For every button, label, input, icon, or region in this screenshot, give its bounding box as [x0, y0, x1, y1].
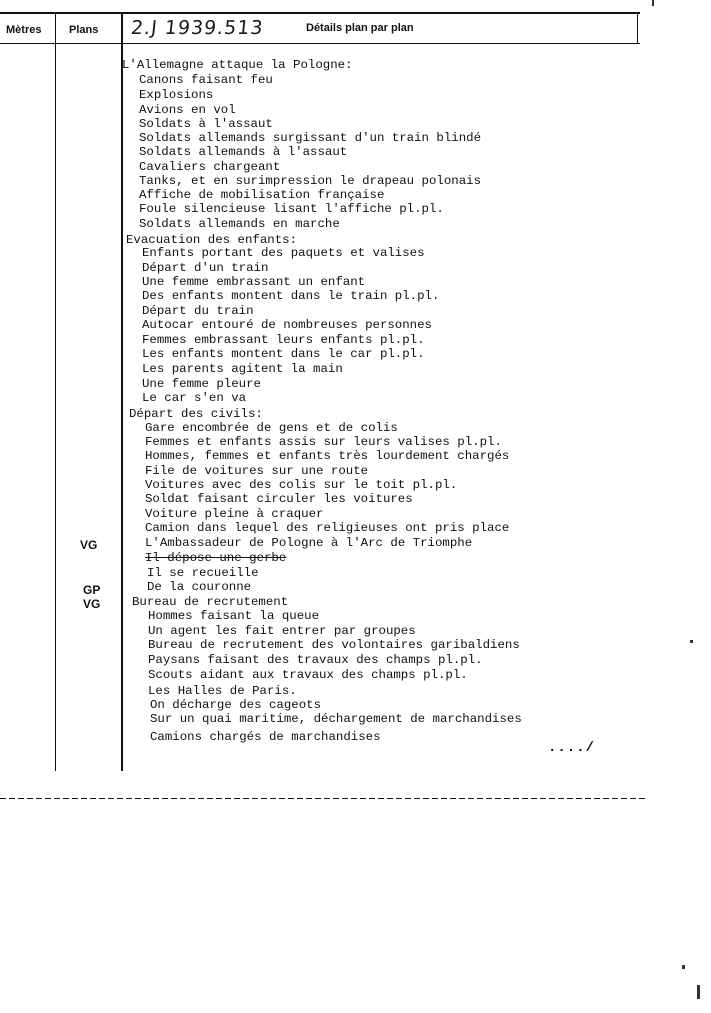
section-heading: Evacuation des enfants: — [126, 233, 298, 247]
plan-code: GP — [83, 583, 101, 597]
scan-speck — [697, 985, 700, 999]
shot-line: Canons faisant feu — [139, 73, 273, 87]
section-heading: Bureau de recrutement — [132, 595, 289, 609]
shot-line: Il se recueille — [147, 566, 259, 580]
section-heading: L'Allemagne attaque la Pologne: — [122, 58, 353, 72]
shot-line: Explosions — [139, 88, 214, 102]
bottom-rule — [0, 798, 645, 799]
shot-line: Scouts aidant aux travaux des champs pl.pl. — [148, 668, 468, 682]
shot-line: Enfants portant des paquets et valises — [142, 246, 425, 260]
shot-line: Les Halles de Paris. — [148, 684, 297, 698]
shot-line: Camion dans lequel des religieuses ont pris place — [145, 521, 510, 535]
shot-line: Affiche de mobilisation française — [139, 188, 385, 202]
shot-line: Hommes, femmes et enfants très lourdement chargés — [145, 449, 510, 463]
shot-line: On décharge des cageots — [150, 698, 322, 712]
section-heading: Départ des civils: — [129, 407, 263, 421]
plans-header: Plans — [69, 24, 99, 36]
shot-line: Bureau de recrutement des volontaires garibaldiens — [148, 638, 520, 652]
shot-line: Soldats allemands à l'assaut — [139, 145, 348, 159]
shot-line: Sur un quai maritime, déchargement de marchandises — [150, 712, 522, 726]
details-header: Détails plan par plan — [306, 22, 414, 34]
shot-line: Départ du train — [142, 304, 254, 318]
shot-line: Femmes embrassant leurs enfants pl.pl. — [142, 333, 425, 347]
shot-line: L'Ambassadeur de Pologne à l'Arc de Triomphe — [145, 536, 473, 550]
scan-speck — [690, 640, 693, 643]
shot-line: Camions chargés de marchandises — [150, 730, 381, 744]
shot-line: Soldats à l'assaut — [139, 117, 273, 131]
top-rule — [0, 12, 640, 14]
column-rule-metres — [55, 14, 56, 771]
shot-line: Voiture pleine à craquer — [145, 507, 324, 521]
shot-line: Soldats allemands surgissant d'un train blindé — [139, 131, 482, 145]
shot-line: Hommes faisant la queue — [148, 609, 320, 623]
shot-line: De la couronne — [147, 580, 252, 594]
shot-line: Le car s'en va — [142, 391, 247, 405]
shot-line: Cavaliers chargeant — [139, 160, 281, 174]
column-rule-plans — [121, 14, 123, 771]
shot-line: Femmes et enfants assis sur leurs valises pl.pl. — [145, 435, 502, 449]
shot-line: Autocar entouré de nombreuses personnes — [142, 318, 432, 332]
plan-code: VG — [80, 538, 98, 552]
shot-line: Tanks, et en surimpression le drapeau polonais — [139, 174, 482, 188]
shot-line: Avions en vol — [139, 103, 236, 117]
shot-line: Les enfants montent dans le car pl.pl. — [142, 347, 425, 361]
continuation-mark: ..../ — [548, 740, 596, 756]
plan-code: VG — [83, 597, 101, 611]
shot-line: Voitures avec des colis sur le toit pl.pl. — [145, 478, 458, 492]
shot-line: Foule silencieuse lisant l'affiche pl.pl. — [139, 202, 444, 216]
handwritten-reference: 2.J 1939.513 — [129, 17, 265, 39]
shot-line: Gare encombrée de gens et de colis — [145, 421, 398, 435]
shot-line: Un agent les fait entrer par groupes — [148, 624, 416, 638]
shot-line: Soldat faisant circuler les voitures — [145, 492, 413, 506]
shot-line: Les parents agitent la main — [142, 362, 343, 376]
scan-speck — [652, 0, 654, 6]
header-rule — [0, 43, 640, 44]
metres-header: Mètres — [6, 24, 42, 36]
scan-speck — [682, 965, 685, 969]
shot-line: Une femme pleure — [142, 377, 261, 391]
shot-line: Paysans faisant des travaux des champs pl.pl. — [148, 653, 483, 667]
shot-line: Soldats allemands en marche — [139, 217, 340, 231]
shot-line: File de voitures sur une route — [145, 464, 369, 478]
right-rule — [637, 14, 638, 44]
shot-line: Des enfants montent dans le train pl.pl. — [142, 289, 440, 303]
struck-shot-line: Il dépose une gerbe — [145, 551, 287, 565]
shot-line: Départ d'un train — [142, 261, 269, 275]
shot-line: Une femme embrassant un enfant — [142, 275, 366, 289]
